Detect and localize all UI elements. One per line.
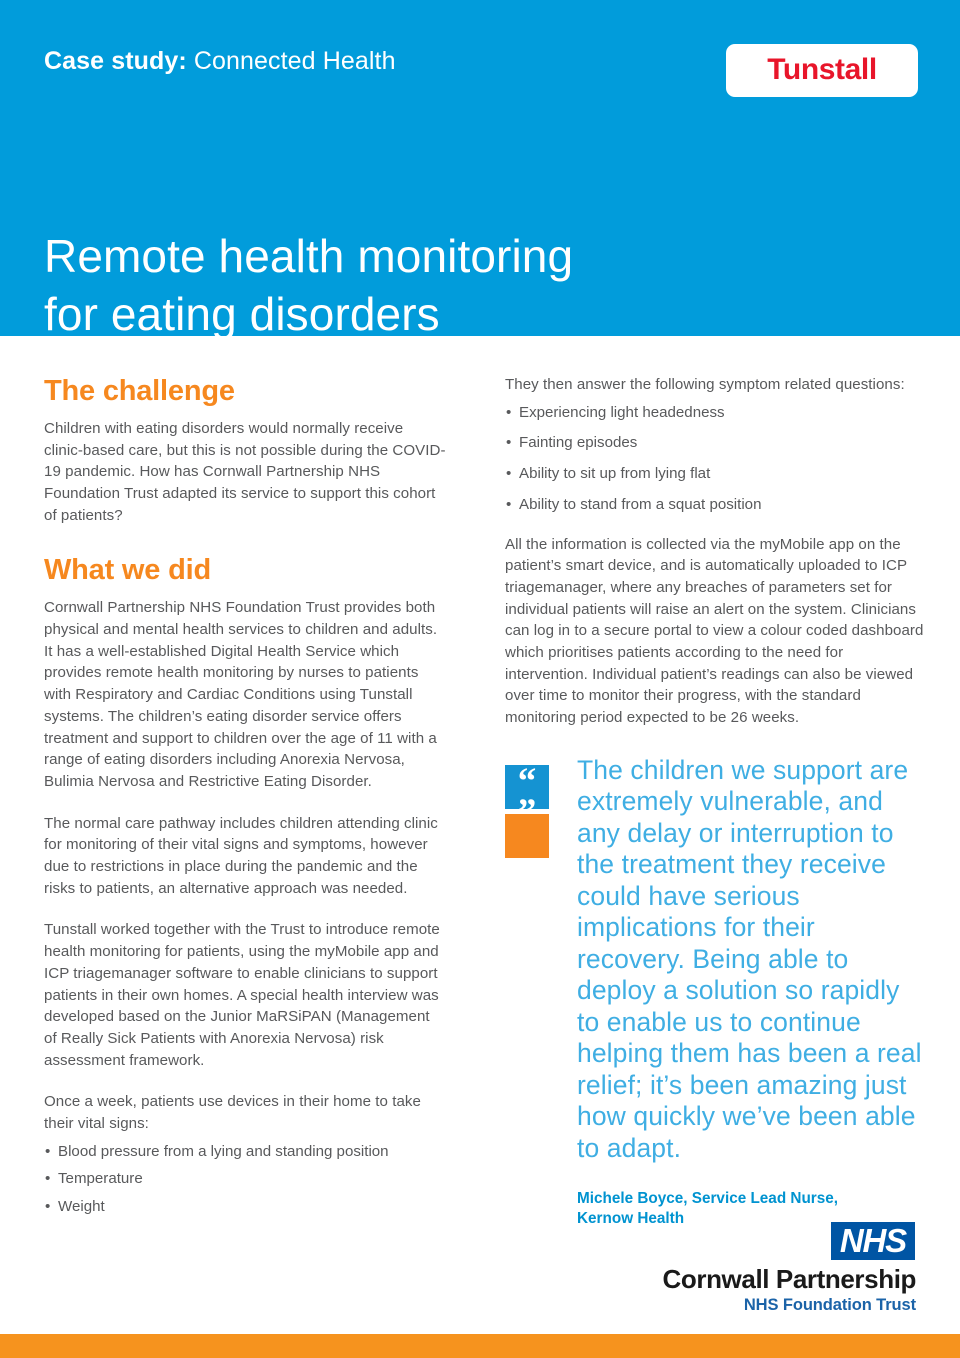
what-we-did-paragraph-1: Cornwall Partnership NHS Foundation Trust provides both physical and mental health services to children and adults. It has a well-established Digital Health Service which provides remote health monitoring by nurses to patients with Respiratory and Cardiac Conditions using Tunstall systems. The children’s eating disorder service offers treatment and support to children over the age of 11 with a range of eating disorders including Anorexia Nervosa, Bulimia Nervosa and Restrictive Eating Disorder.: [44, 599, 438, 790]
list-item: • Weight: [44, 1196, 446, 1218]
page-title: [44, 227, 573, 343]
list-item: • Fainting episodes: [505, 432, 925, 454]
nhs-trust-name: Cornwall Partnership: [662, 1264, 916, 1295]
quote-mark-group: [505, 760, 549, 858]
left-column: [44, 376, 446, 1236]
footer-accent-bar: [0, 1334, 960, 1358]
page-title-line1: Remote health monitoring: [44, 229, 574, 282]
right-column: [505, 374, 925, 1229]
information-collection-paragraph: All the information is collected via the myMobile app on the patient’s smart device, and is automatically uploaded to ICP triagemanager, where any breaches of parameters set for individual patients will raise an alert on the system. Clinicians can log in to a secure portal to view a colour coded dashboard which prioritises patients according to the need for intervention. Individual patient’s readings can also be viewed over time to monitor their progress, with the standard monitoring period expected to be 26 weeks.: [505, 535, 924, 727]
quote-attribution-line1: Michele Boyce, Service Lead Nurse,: [577, 1190, 839, 1208]
what-we-did-paragraph-3: Tunstall worked together with the Trust to introduce remote health monitoring for patients, using the myMobile app and ICP triagemanager software to enable clinicians to support patients in their own homes. A special health interview was developed based on the Junior MaRSiPAN (Management of Really Sick Patients with Anorexia Nervosa) risk assessment framework.: [44, 921, 440, 1069]
page-header-banner: [0, 0, 960, 340]
close-quote-glyph: ”: [517, 791, 537, 833]
list-item: • Ability to sit up from lying flat: [505, 463, 925, 485]
eyebrow-bold-label: Case study:: [44, 47, 187, 75]
section-heading-the-challenge: The challenge: [44, 375, 235, 407]
open-quote-glyph: “: [517, 760, 537, 802]
symptom-questions-list: [505, 402, 925, 516]
close-quote-icon: [505, 791, 549, 858]
tunstall-logo: [726, 44, 918, 97]
section-heading-what-we-did: What we did: [44, 554, 211, 587]
quote-attribution-line2: Kernow Health: [577, 1210, 685, 1228]
list-item: • Blood pressure from a lying and standing position: [44, 1141, 446, 1163]
vital-signs-intro-paragraph: Once a week, patients use devices in their home to take their vital signs:: [44, 1093, 421, 1133]
nhs-logo-box: [831, 1222, 915, 1260]
quote-text: The children we support are extremely vulnerable, and any delay or interruption to the treatment they receive could have serious implications for their recovery. Being able to deploy a solution so rapidly to enable us to continue helping them has been a real relief; it’s been amazing just how quickly we’ve been able to adapt.: [577, 754, 922, 1163]
case-study-eyebrow: [44, 47, 396, 76]
page-title-line2: for eating disorders: [44, 287, 440, 340]
page-content: [0, 336, 960, 1334]
symptom-questions-intro: They then answer the following symptom related questions:: [505, 376, 905, 393]
testimonial-quote-block: [505, 755, 925, 1230]
vital-signs-list: [44, 1141, 446, 1218]
nhs-wordmark: NHS: [839, 1222, 906, 1259]
what-we-did-paragraph-2: The normal care pathway includes children attending clinic for monitoring of their vital signs and symptoms, however due to restrictions in place during the pandemic and the risks to patients, an alternative approach was needed.: [44, 814, 438, 897]
challenge-paragraph: Children with eating disorders would normally receive clinic-based care, but this is not possible during the COVID-19 pandemic. How has Cornwall Partnership NHS Foundation Trust adapted its service to support this cohort of patients?: [44, 419, 446, 524]
eyebrow-rest-label: Connected Health: [186, 47, 396, 75]
list-item: • Ability to stand from a squat position: [505, 494, 925, 516]
nhs-cornwall-partnership-logo: [663, 1222, 917, 1314]
list-item: • Temperature: [44, 1168, 446, 1190]
tunstall-wordmark: Tunstall: [767, 52, 877, 86]
nhs-foundation-trust-label: NHS Foundation Trust: [743, 1295, 916, 1314]
list-item: • Experiencing light headedness: [505, 402, 925, 424]
